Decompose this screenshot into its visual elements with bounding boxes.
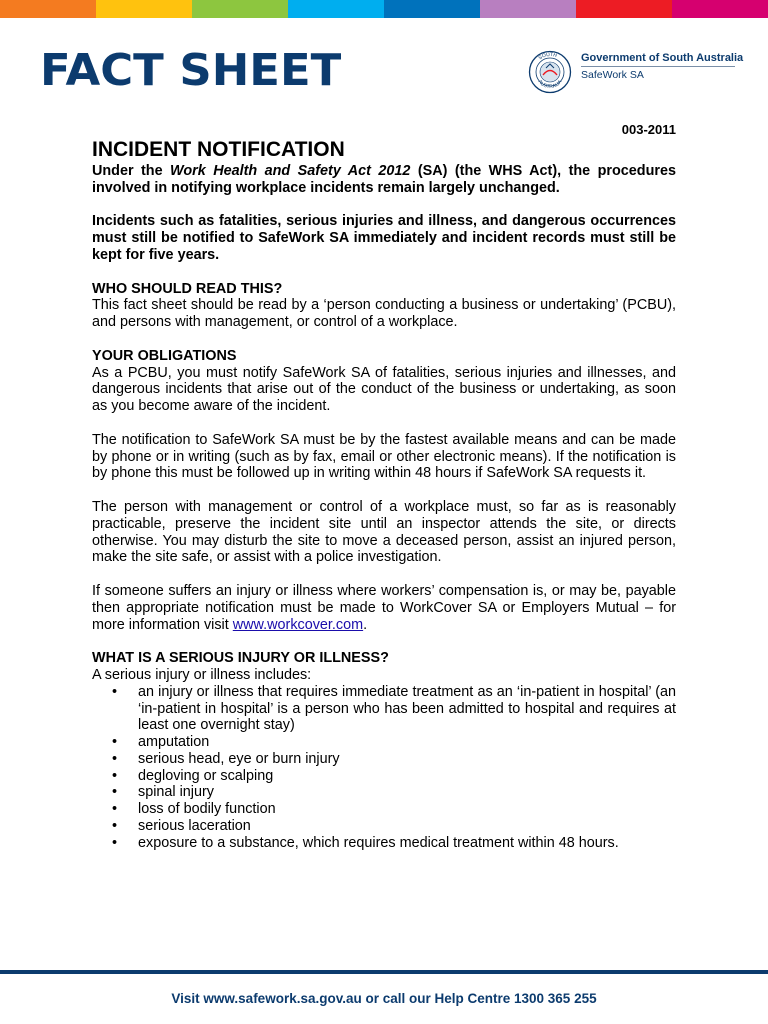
obligations-paragraph-2: The notification to SafeWork SA must be by the fastest available means and can be made by phone or in writing (such as by fax, email or other electronic means). If the notification is by phone this must be followed up in writing within 48 hours if SafeWork SA requests it. (92, 431, 676, 482)
act-name: Work Health and Safety Act 2012 (170, 163, 411, 179)
list-item: • serious laceration (92, 818, 676, 835)
document-number: 003-2011 (621, 122, 676, 137)
color-stripe (192, 0, 288, 18)
list-item: • amputation (92, 734, 676, 751)
document-body (92, 137, 676, 852)
color-stripe (672, 0, 768, 18)
list-item: • degloving or scalping (92, 768, 676, 785)
obligations-paragraph-1: As a PCBU, you must notify SafeWork SA of fatalities, serious injuries and illnesses, and dangerous incidents that arise out of the conduct of the business or undertaking, as soon as you become aware of the incident. (92, 364, 676, 415)
intro-paragraph (92, 163, 676, 197)
serious-injury-list (92, 684, 676, 852)
intro-text-post: (SA) (the WHS Act), the procedures involved in notifying workplace incidents remain largely unchanged. (92, 163, 676, 196)
section-heading-serious-injury: WHAT IS A SERIOUS INJURY OR ILLNESS? (92, 650, 389, 667)
color-stripe (384, 0, 480, 18)
who-paragraph: This fact sheet should be read by a ‘person conducting a business or undertaking’ (PCBU), and persons with management, or control of a workplace. (92, 297, 676, 331)
list-item: • serious head, eye or burn injury (92, 751, 676, 768)
obligations-p4-text: If someone suffers an injury or illness where workers’ compensation is, or may be, payable then appropriate notification must be made to WorkCover SA or Employers Mutual – for more information visit (92, 582, 676, 633)
document-heading: INCIDENT NOTIFICATION (92, 138, 345, 161)
footer-divider (0, 970, 768, 974)
government-divider (581, 66, 735, 67)
list-item: • loss of bodily function (92, 801, 676, 818)
fact-sheet-title: FACT SHEET (40, 45, 342, 96)
intro-text-pre: Under the (92, 163, 171, 179)
color-stripe (288, 0, 384, 18)
seal-text-bottom: AUSTRALIA (536, 79, 564, 91)
serious-injury-intro: A serious injury or illness includes: (92, 666, 312, 683)
government-name: Government of South Australia (581, 52, 744, 64)
header-color-bar (0, 0, 768, 18)
color-stripe (96, 0, 192, 18)
color-stripe (0, 0, 96, 18)
obligations-p4-end: . (363, 616, 368, 633)
color-stripe (480, 0, 576, 18)
section-heading-who: WHO SHOULD READ THIS? (92, 280, 283, 297)
agency-name: SafeWork SA (581, 69, 644, 81)
list-item: • spinal injury (92, 784, 676, 801)
workcover-link[interactable]: www.workcover.com (232, 616, 364, 633)
footer-contact: Visit www.safework.sa.gov.au or call our Help Centre 1300 365 255 (171, 991, 597, 1006)
intro-paragraph-2: Incidents such as fatalities, serious injuries and illness, and dangerous occurrences must still be notified to SafeWork SA immediately and incident records must still be kept for five years. (92, 213, 676, 263)
list-item: • an injury or illness that requires immediate treatment as an ‘in-patient in hospital’ (an ‘in-patient in hospital’ is a person who has been admitted to hospital and requires at least one overnight stay) (92, 684, 676, 734)
obligations-paragraph-4 (92, 583, 676, 633)
obligations-paragraph-3: The person with management or control of a workplace must, so far as is reasonably practicable, preserve the incident site until an inspector attends the site, or directs otherwise. You may disturb the site to move a deceased person, assist an injured person, make the site safe, or assist with a police investigation. (92, 498, 676, 566)
color-stripe (576, 0, 672, 18)
section-heading-obligations: YOUR OBLIGATIONS (92, 347, 237, 364)
seal-text-top: SOUTH (537, 51, 558, 62)
list-item: • exposure to a substance, which requires medical treatment within 48 hours. (92, 835, 676, 852)
government-seal-icon (528, 50, 572, 94)
